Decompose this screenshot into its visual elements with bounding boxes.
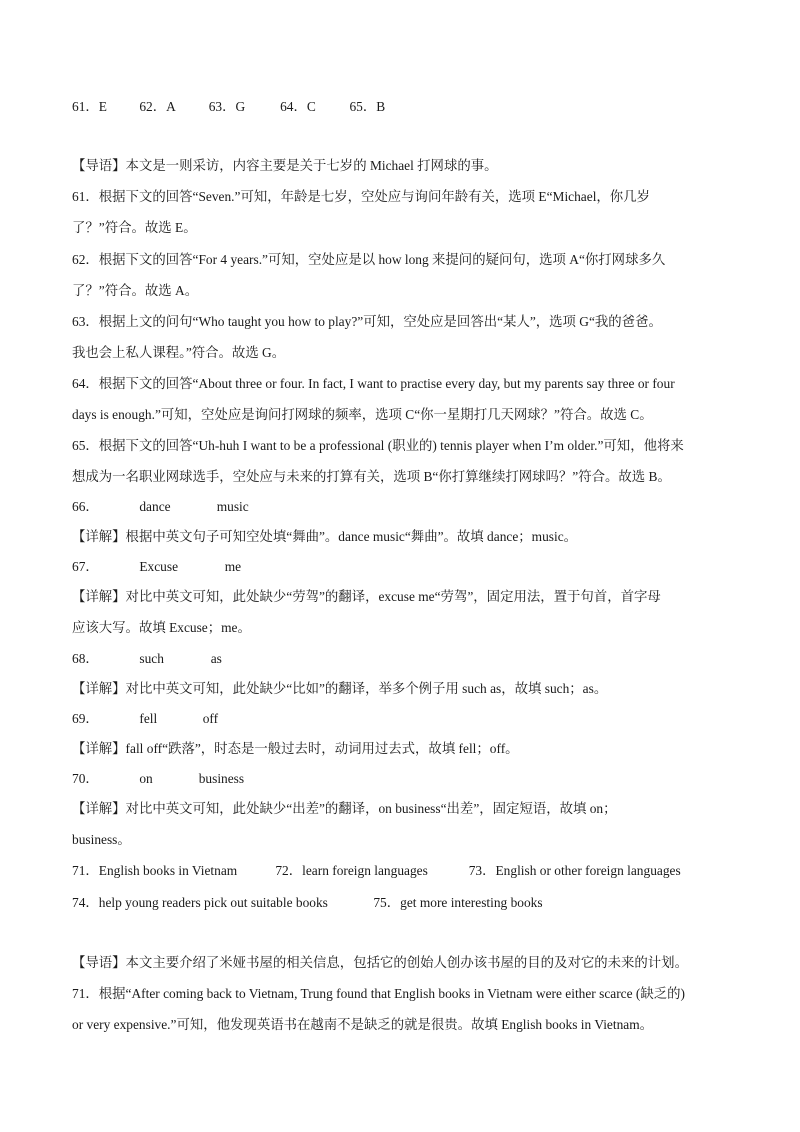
- detail-70: 【详解】对比中英文可知，此处缺少“出差”的翻译，on business“出差”，固定短语，故填 on；: [72, 801, 617, 816]
- blank-answer-b: as: [210, 651, 222, 666]
- answer-61: 61．E: [72, 99, 107, 114]
- fill-answer-68: [72, 650, 732, 668]
- detail-70-cont: business。: [72, 832, 131, 847]
- detail-67-cont: 应该大写。故填 Excuse；me。: [72, 620, 251, 635]
- answer-64: 64．C: [280, 99, 316, 114]
- item-number: 67．: [72, 559, 99, 574]
- blank-answer-a: Excuse: [139, 559, 179, 574]
- intro-line: 【导语】本文主要介绍了米娅书屋的相关信息，包括它的创始人创办该书屋的目的及对它的未来的计划。: [72, 955, 688, 970]
- item-number: 70．: [72, 771, 99, 786]
- blank-answer-a: dance: [139, 499, 171, 514]
- blank-answer-a: fell: [139, 711, 158, 726]
- blank-answer-a: such: [139, 651, 164, 666]
- fill-answer-66: [72, 498, 732, 516]
- answer-row-74-75: [72, 894, 732, 912]
- blank-answer-a: on: [139, 771, 153, 786]
- explanation-line: or very expensive.”可知，他发现英语书在越南不是缺乏的就是很贵。故填 English books in Vietnam。: [72, 1017, 654, 1032]
- blank-answer-b: off: [202, 711, 219, 726]
- fill-answer-67: [72, 558, 732, 576]
- item-number: 68．: [72, 651, 99, 666]
- explanation-line: 64．根据下文的回答“About three or four. In fact, I want to practise every day, but my parents say three or four: [72, 376, 675, 391]
- explanation-line: 65．根据下文的回答“Uh-huh I want to be a professional (职业的) tennis player when I’m older.”可知，他将来: [72, 438, 684, 453]
- answer-71: 71．English books in Vietnam: [72, 863, 238, 878]
- blank-answer-b: business: [198, 771, 245, 786]
- explanation-line: 71．根据“After coming back to Vietnam, Trung found that English books in Vietnam were either scarce (缺乏的): [72, 986, 685, 1001]
- explanation-line: 我也会上私人课程。”符合。故选 G。: [72, 345, 286, 360]
- detail-66: 【详解】根据中英文句子可知空处填“舞曲”。dance music“舞曲”。故填 dance；music。: [72, 529, 578, 544]
- blank-answer-b: me: [224, 559, 242, 574]
- answer-75: 75．get more interesting books: [373, 895, 543, 910]
- answer-row-71-73: [72, 862, 732, 880]
- answer-73: 73．English or other foreign languages: [468, 863, 681, 878]
- item-number: 66．: [72, 499, 99, 514]
- answer-63: 63．G: [208, 99, 246, 114]
- answer-row-61-65: [72, 98, 732, 116]
- explanation-line: 61．根据下文的回答“Seven.”可知，年龄是七岁，空处应与询问年龄有关，选项 E“Michael，你几岁: [72, 189, 650, 204]
- answer-72: 72．learn foreign languages: [275, 863, 428, 878]
- item-number: 69．: [72, 711, 99, 726]
- explanation-line: 62．根据下文的回答“For 4 years.”可知，空处应是以 how long 来提问的疑问句，选项 A“你打网球多久: [72, 252, 666, 267]
- explanation-line: 63．根据上文的问句“Who taught you how to play?”可知，空处应是回答出“某人”，选项 G“我的爸爸。: [72, 314, 662, 329]
- explanation-line: days is enough.”可知，空处应是询问打网球的频率，选项 C“你一星期打几天网球？”符合。故选 C。: [72, 407, 653, 422]
- explanation-line: 想成为一名职业网球选手，空处应与未来的打算有关，选项 B“你打算继续打网球吗？”符合。故选 B。: [72, 469, 671, 484]
- explanation-line: 了？”符合。故选 E。: [72, 220, 197, 235]
- answer-74: 74．help young readers pick out suitable books: [72, 895, 328, 910]
- detail-69: 【详解】fall off“跌落”，时态是一般过去时，动词用过去式，故填 fell；off。: [72, 741, 519, 756]
- explanation-line: 了？”符合。故选 A。: [72, 283, 199, 298]
- answer-65: 65．B: [349, 99, 386, 114]
- fill-answer-69: [72, 710, 732, 728]
- detail-68: 【详解】对比中英文可知，此处缺少“比如”的翻译，举多个例子用 such as，故填 such；as。: [72, 681, 608, 696]
- answer-62: 62．A: [139, 99, 176, 114]
- detail-67: 【详解】对比中英文可知，此处缺少“劳驾”的翻译，excuse me“劳驾”，固定用法，置于句首，首字母: [72, 589, 661, 604]
- intro-line: 【导语】本文是一则采访，内容主要是关于七岁的 Michael 打网球的事。: [72, 158, 498, 173]
- fill-answer-70: [72, 770, 732, 788]
- blank-answer-b: music: [216, 499, 249, 514]
